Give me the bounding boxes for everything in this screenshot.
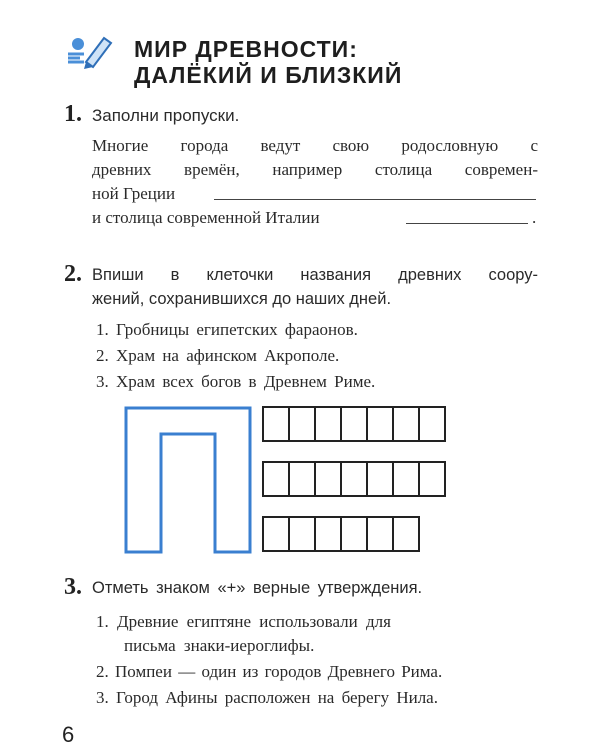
letter-cell[interactable]	[340, 406, 368, 442]
letter-cell[interactable]	[366, 406, 394, 442]
letter-cell[interactable]	[314, 461, 342, 497]
task-3-number: 3.	[64, 574, 82, 600]
letter-cell[interactable]	[262, 406, 290, 442]
pencil-icon	[64, 32, 116, 72]
task-1-text-line-4: и столица современной Италии	[92, 208, 320, 227]
answer-blank-italy-capital[interactable]	[406, 222, 528, 224]
p-shaped-frame	[124, 406, 252, 554]
task-3-item-1-line-2: письма знаки-иероглифы.	[124, 636, 315, 655]
letter-cell[interactable]	[366, 516, 394, 552]
letter-grid-row-3	[262, 516, 418, 552]
task-2-instruction-line-1: Впиши в клеточки названия древних соору-	[92, 266, 538, 284]
task-3-item-2: 2. Помпеи — один из городов Древнего Рима.	[96, 662, 443, 681]
letter-cell[interactable]	[418, 461, 446, 497]
letter-cell[interactable]	[392, 406, 420, 442]
task-1-instruction: Заполни пропуски.	[92, 106, 240, 125]
task-3-item-3: 3. Город Афины расположен на берегу Нила.	[96, 688, 438, 707]
task-1-number: 1.	[64, 101, 82, 127]
letter-cell[interactable]	[340, 516, 368, 552]
task-2-instruction-line-2: жений, сохранившихся до наших дней.	[92, 290, 392, 308]
task-1-text-line-2: древних времён, например столица современ-	[92, 160, 538, 179]
letter-cell[interactable]	[392, 461, 420, 497]
task-3-item-1-line-1: 1. Древние египтяне использовали для	[96, 612, 391, 631]
letter-cell[interactable]	[288, 516, 316, 552]
letter-grid-row-2	[262, 461, 444, 497]
page-title-line-2: ДАЛЁКИЙ И БЛИЗКИЙ	[134, 62, 403, 88]
letter-cell[interactable]	[418, 406, 446, 442]
page-title-line-1: МИР ДРЕВНОСТИ:	[134, 36, 358, 62]
task-2-item-1: 1. Гробницы египетских фараонов.	[96, 320, 358, 339]
letter-cell[interactable]	[392, 516, 420, 552]
page-number: 6	[62, 722, 75, 747]
letter-grid-row-1	[262, 406, 444, 442]
letter-cell[interactable]	[314, 406, 342, 442]
task-2-item-3: 3. Храм всех богов в Древнем Риме.	[96, 372, 376, 391]
letter-cell[interactable]	[314, 516, 342, 552]
letter-cell[interactable]	[288, 461, 316, 497]
letter-cell[interactable]	[340, 461, 368, 497]
letter-cell[interactable]	[262, 516, 290, 552]
task-1-end-punct: .	[532, 208, 537, 227]
task-3-instruction: Отметь знаком «+» верные утверждения.	[92, 579, 423, 597]
task-2-number: 2.	[64, 261, 82, 287]
task-2-item-2: 2. Храм на афинском Акрополе.	[96, 346, 340, 365]
letter-cell[interactable]	[262, 461, 290, 497]
answer-blank-greece-capital[interactable]	[214, 198, 536, 200]
task-1-text-line-3: ной Греции	[92, 184, 176, 203]
task-1-text-line-1: Многие города ведут свою родословную с	[92, 136, 538, 155]
letter-cell[interactable]	[366, 461, 394, 497]
letter-cell[interactable]	[288, 406, 316, 442]
